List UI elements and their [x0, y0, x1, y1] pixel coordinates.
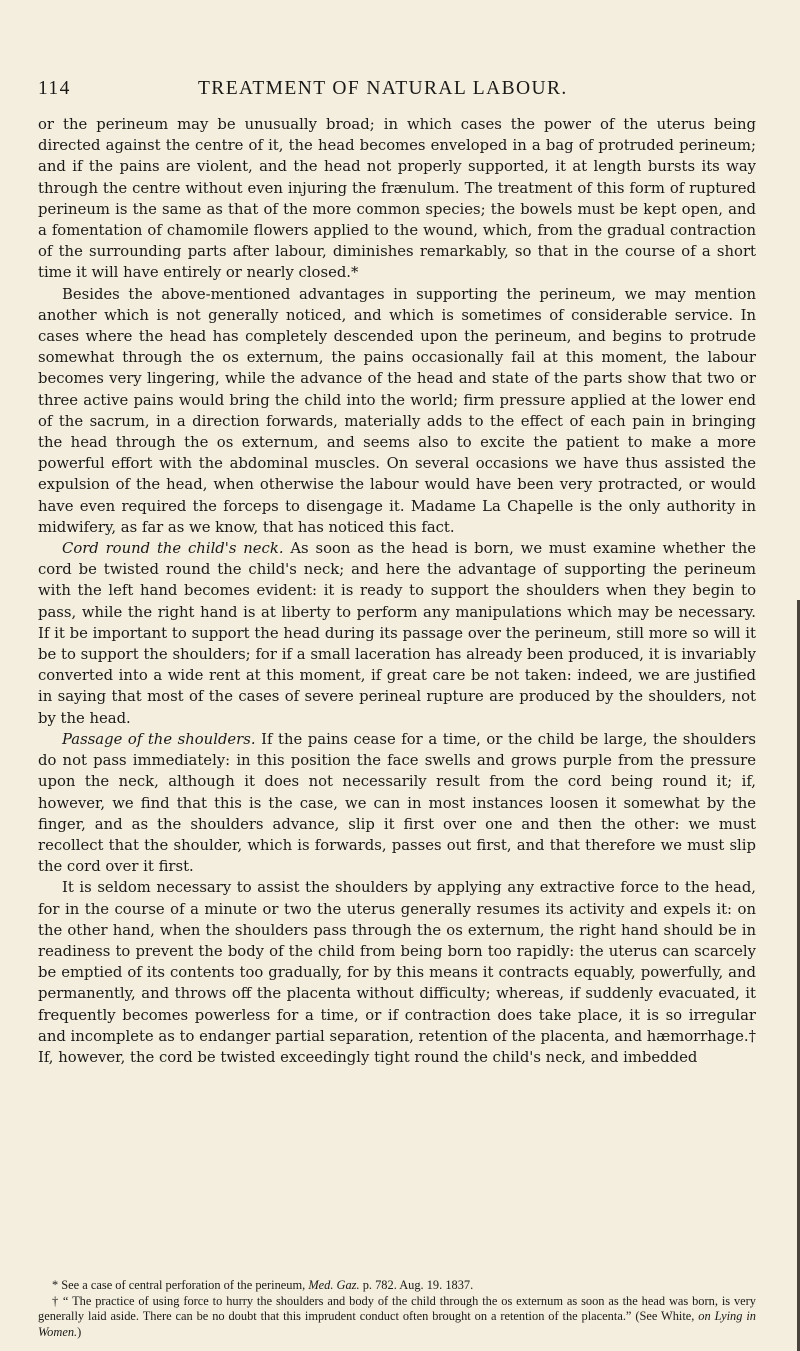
footnote-2-title: on Lying in Women.	[38, 1309, 756, 1339]
paragraph-4-text: If the pains cease for a time, or the child be large, the shoulders do not pass immediately: in this position the face swells and grows purple from the pressure upon the neck, although it does not necessarily result from the cord being round it; if, however, we find that this is the case, we can in most instances loosen it somewhat by the finger, and as the shoulders advance, slip it first over one and then the other: we must recollect that the shoulder, which is forwards, passes out first, and that therefore we must slip the cord over it first.	[38, 730, 756, 876]
footnote-1-journal: Med. Gaz.	[308, 1278, 360, 1292]
paragraph-3	[38, 538, 756, 729]
side-heading-cord: Cord round the child's neck.	[62, 540, 284, 558]
paragraph-3-text: As soon as the head is born, we must examine whether the cord be twisted round the child's neck; and here the advantage of supporting the perineum with the left hand becomes evident: it is ready to support the shoulders when they begin to pass, while the right hand is at liberty to perform any manipulations which may be necessary. If it be important to support the head during its passage over the perineum, still more so will it be to support the shoulders; for if a small laceration has already been produced, it is invariably converted into a wide rent at this moment, if great care be not taken: indeed, we are justified in saying that most of the cases of severe perineal rupture are produced by the shoulders, not by the head.	[38, 540, 757, 727]
page-number: 114	[38, 78, 71, 99]
paragraph-5: It is seldom necessary to assist the shoulders by applying any extractive force to the head, for in the course of a minute or two the uterus generally resumes its activity and expels it: on the other hand, when the shoulders pass through the os externum, the right hand should be in readiness to prevent the body of the child from being born too rapidly: the uterus can scarcely be emptied of its contents too gradually, for by this means it contracts equably, powerfully, and permanently, and throws off the placenta without difficulty; whereas, if suddenly evacuated, it frequently becomes powerless for a time, or if contraction does take place, it is so irregular and incomplete as to endanger partial separation, retention of the placenta, and hæmorrhage.† If, however, the cord be twisted exceedingly tight round the child's neck, and imbedded	[38, 879, 756, 1066]
running-header	[38, 78, 758, 104]
paragraph-1: or the perineum may be unusually broad; in which cases the power of the uterus being directed against the centre of it, the head becomes enveloped in a bag of protruded perineum; and if the pains are violent, and the head not properly supported, it at length bursts its way through the centre without even injuring the frænulum. The treatment of this form of ruptured perineum is the same as that of the more common species; the bowels must be kept open, and a fomentation of chamomile flowers applied to the wound, which, from the gradual contraction of the surrounding parts after labour, diminishes remarkably, so that in the course of a short time it will have entirely or nearly closed.*	[38, 116, 756, 282]
footnotes	[38, 1278, 756, 1340]
side-heading-shoulders: Passage of the shoulders.	[62, 730, 256, 748]
paragraph-4	[38, 729, 756, 877]
body-text	[38, 114, 756, 1068]
running-title: TREATMENT OF NATURAL LABOUR.	[198, 78, 568, 99]
paragraph-2: Besides the above-mentioned advantages in supporting the perineum, we may mention another which is not generally noticed, and which is sometimes of considerable service. In cases where the head has completely descended upon the perineum, and begins to protrude somewhat through the os externum, the pains occasionally fail at this moment, the labour becomes very lingering, while the advance of the head and state of the parts show that two or three active pains would bring the child into the world; firm pressure applied at the lower end of the sacrum, in a direction forwards, materially adds to the effect of each pain in bringing the head through the os externum, and seems also to excite the patient to make a more powerful effort with the abdominal muscles. On several occasions we have thus assisted the expulsion of the head, when otherwise the labour would have been very protracted, or would have even required the forceps to disengage it. Madame La Chapelle is the only authority in midwifery, as far as we know, that has noticed this fact.	[38, 285, 756, 536]
footnote-2: † “ The practice of using force to hurry the shoulders and body of the child through the os externum as soon as the head was born, is very generally laid aside. There can be no doubt that this imprudent conduct often brought on a retention of the placenta.” (See White, on Lying in Women.)	[38, 1293, 756, 1339]
footnote-1: * See a case of central perforation of the perineum, Med. Gaz. p. 782. Aug. 19. 1837.	[52, 1278, 474, 1292]
